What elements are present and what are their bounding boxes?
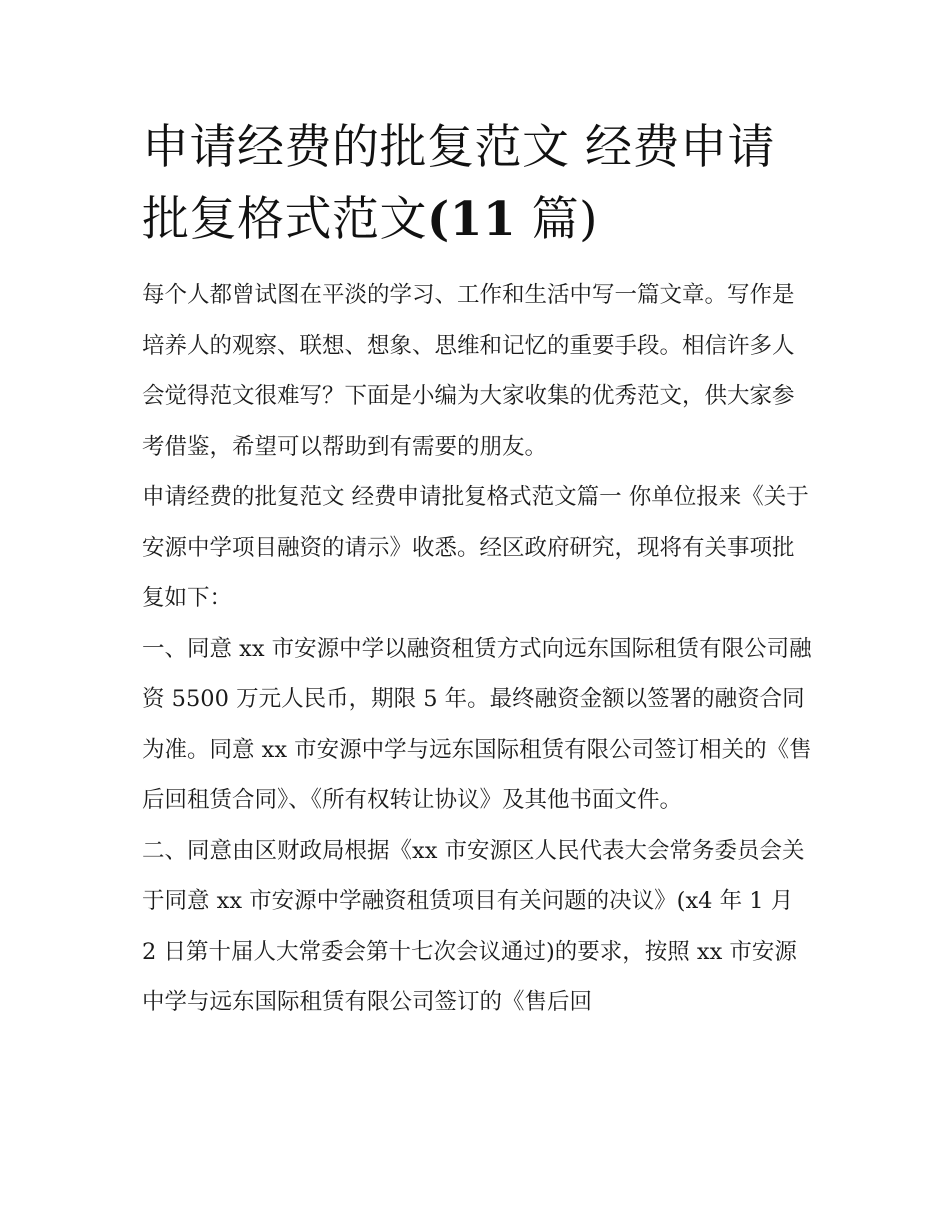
document-page	[142, 112, 814, 1028]
title-count-number: (11	[427, 192, 517, 247]
document-title	[142, 112, 814, 256]
title-count-suffix: 篇)	[516, 192, 598, 247]
body-paragraph: 申请经费的批复范文 经费申请批复格式范文篇一 你单位报来《关于安源中学项目融资的请示》收悉。经区政府研究，现将有关事项批复如下：	[142, 484, 809, 611]
body-paragraph: 一、同意 xx 市安源中学以融资租赁方式向远东国际租赁有限公司融资 5500 万元人民币，期限 5 年。最终融资金额以签署的融资合同为准。同意 xx 市安源中学与远东国际租赁有限公司签订相关的《售后回租赁合同》、《所有权转让协议》及其他书面文件。	[142, 635, 812, 813]
body-paragraph: 二、同意由区财政局根据《xx 市安源区人民代表大会常务委员会关于同意 xx 市安源中学融资租赁项目有关问题的决议》(x4 年 1 月 2 日第十届人大常委会第十七次会议通过)的要求，按照 xx 市安源中学与远东国际租赁有限公司签订的《售后回	[142, 837, 805, 1015]
intro-paragraph: 每个人都曾试图在平淡的学习、工作和生活中写一篇文章。写作是培养人的观察、联想、想象、思维和记忆的重要手段。相信许多人会觉得范文很难写？下面是小编为大家收集的优秀范文，供大家参考借鉴，希望可以帮助到有需要的朋友。	[142, 282, 795, 460]
title-main-text: 申请经费的批复范文 经费申请批复格式范文	[142, 120, 775, 247]
